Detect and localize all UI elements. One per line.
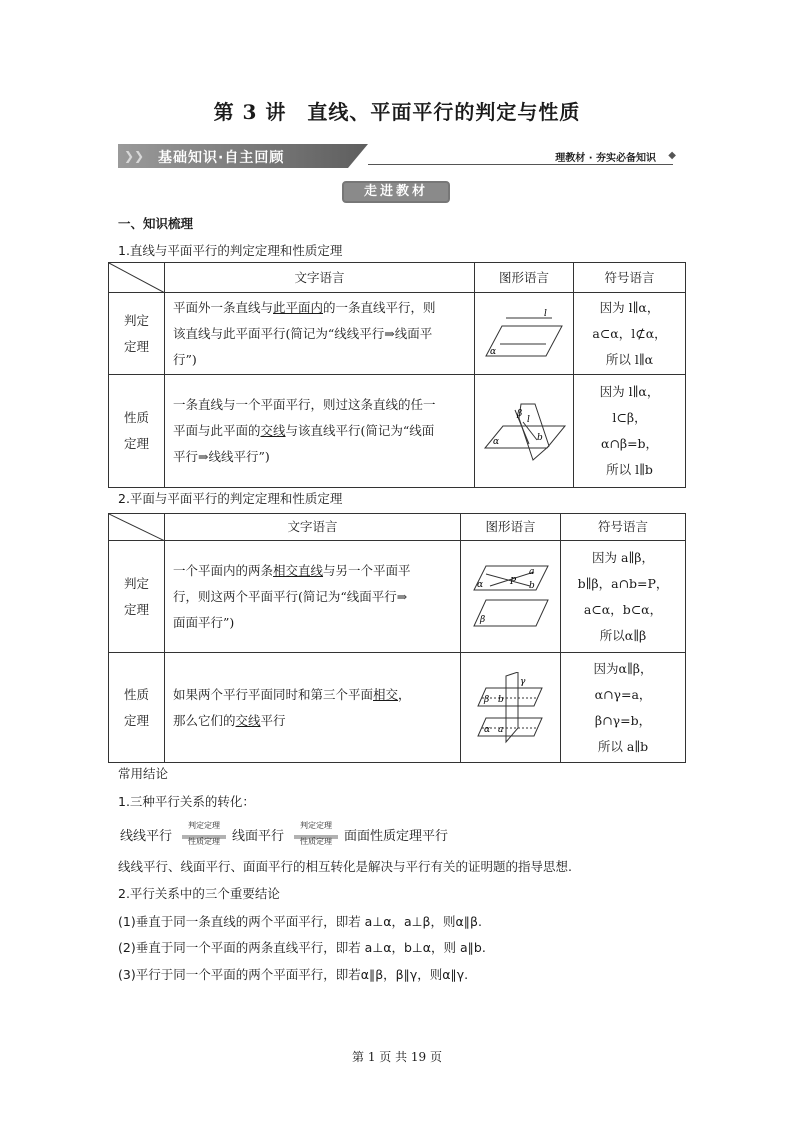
table-row — [109, 375, 686, 488]
svg-text:a: a — [528, 566, 534, 577]
banner-arrow-icon: ❯❯ — [124, 149, 145, 163]
svg-text:α: α — [493, 437, 500, 447]
row-text: 一条直线与一个平面平行，则过这条直线的任一 平面与此平面的交线与该直线平行(简记为“线面 平行⇒线线平行”) — [165, 375, 475, 488]
row-text: 一个平面内的两条相交直线与另一个平面平 行，则这两个平面平行(简记为“线面平行⇒ 面面平行”) — [165, 541, 461, 653]
figure-plane-plane-property — [461, 653, 561, 763]
svg-text:b: b — [497, 694, 504, 705]
row-name: 性质 定理 — [109, 653, 165, 763]
section-banner — [118, 144, 678, 170]
banner-right-text: 理教材 · 夯实必备知识 — [555, 153, 656, 164]
conv-arrow-2-down: 性质定理 — [300, 837, 332, 846]
row-text: 平面外一条直线与此平面内的一条直线平行，则 该直线与此平面平行(简记为“线线平行⇒线面平 行”) — [165, 293, 475, 375]
conv-term-2: 线面平行 — [232, 829, 285, 844]
figure-plane-plane-judgement — [461, 541, 561, 653]
conv-term-1: 线线平行 — [120, 829, 173, 844]
header-text-language: 文字语言 — [165, 514, 461, 541]
header-symbol-language: 符号语言 — [561, 514, 686, 541]
row-name: 判定 定理 — [109, 541, 165, 653]
table-line-plane — [108, 262, 686, 488]
svg-text:b: b — [537, 433, 543, 443]
svg-text:α: α — [483, 724, 490, 735]
conclusion-1-heading: 1.三种平行关系的转化： — [118, 794, 255, 809]
double-arrow-icon — [182, 832, 226, 836]
header-symbol-language: 符号语言 — [574, 263, 686, 293]
diagonal-header-cell — [109, 514, 165, 541]
section-heading: 一、知识梳理 — [118, 216, 194, 231]
svg-text:a: a — [497, 724, 503, 735]
svg-text:b: b — [528, 580, 535, 591]
header-figure-language: 图形语言 — [461, 514, 561, 541]
table-row — [109, 293, 686, 375]
third-plane-figure — [476, 672, 546, 744]
svg-text:β: β — [483, 694, 489, 705]
diagonal-header-cell — [109, 263, 165, 293]
page-footer: 第 1 页 共 19 页 — [352, 1050, 442, 1064]
table-plane-plane — [108, 513, 686, 763]
section-pill: 走进教材 — [342, 181, 450, 203]
common-conclusions-heading: 常用结论 — [118, 766, 169, 781]
conclusion-item: (3)平行于同一个平面的两个平面平行，即若α∥β，β∥γ，则α∥γ. — [118, 967, 469, 982]
svg-text:β: β — [479, 614, 485, 625]
svg-text:α: α — [490, 346, 497, 357]
svg-text:α: α — [476, 579, 483, 590]
table-row — [109, 653, 686, 763]
page-title: 第 3 讲 直线、平面平行的判定与性质 — [213, 100, 581, 124]
conv-arrow-2 — [292, 821, 340, 847]
banner-left-text: 基础知识·自主回顾 — [158, 150, 285, 166]
svg-text:γ: γ — [519, 676, 525, 687]
plane-intersection-figure — [483, 400, 567, 462]
conclusion-item: (1)垂直于同一条直线的两个平面平行，即若 a⊥α，a⊥β，则α∥β. — [118, 914, 482, 929]
two-parallel-planes-figure — [472, 564, 550, 630]
row-text: 如果两个平行平面同时和第三个平面相交， 那么它们的交线平行 — [165, 653, 461, 763]
figure-line-plane-property — [475, 375, 574, 488]
conv-arrow-1-down: 性质定理 — [188, 837, 220, 846]
conv-arrow-1-up: 判定定理 — [188, 821, 220, 830]
conclusion-1-note: 线线平行、线面平行、面面平行的相互转化是解决与平行有关的证明题的指导思想. — [118, 859, 572, 874]
header-text-language: 文字语言 — [165, 263, 475, 293]
subheading-1: 1.直线与平面平行的判定定理和性质定理 — [118, 243, 343, 258]
row-symbols: 因为 l∥α， l⊂β， α∩β=b， 所以 l∥b — [574, 375, 686, 488]
conv-arrow-1 — [180, 821, 228, 847]
subheading-2: 2.平面与平面平行的判定定理和性质定理 — [118, 491, 343, 506]
conclusion-item: (2)垂直于同一个平面的两条直线平行，即若 a⊥α，b⊥α，则 a∥b. — [118, 940, 486, 955]
header-figure-language: 图形语言 — [475, 263, 574, 293]
table-row — [109, 541, 686, 653]
diamond-icon: ◆ — [668, 150, 676, 161]
figure-line-plane-judgement — [475, 293, 574, 375]
banner-divider — [368, 164, 673, 165]
row-symbols: 因为 a∥β， b∥β，a∩b=P， a⊂α，b⊂α， 所以α∥β — [561, 541, 686, 653]
line-parallel-plane-figure — [484, 308, 564, 360]
row-symbols: 因为 l∥α， a⊂α，l⊄α， 所以 l∥α — [574, 293, 686, 375]
conclusion-2-heading: 2.平行关系中的三个重要结论 — [118, 886, 280, 901]
svg-text:β: β — [517, 409, 523, 419]
conv-term-3: 面面性质定理平行 — [344, 829, 449, 844]
svg-text:l: l — [544, 308, 547, 319]
row-name: 性质 定理 — [109, 375, 165, 488]
svg-text:P: P — [509, 576, 516, 587]
row-name: 判定 定理 — [109, 293, 165, 375]
double-arrow-icon — [294, 832, 338, 836]
conv-arrow-2-up: 判定定理 — [300, 821, 332, 830]
row-symbols: 因为α∥β， α∩γ=a， β∩γ=b， 所以 a∥b — [561, 653, 686, 763]
svg-text:l: l — [527, 415, 530, 425]
